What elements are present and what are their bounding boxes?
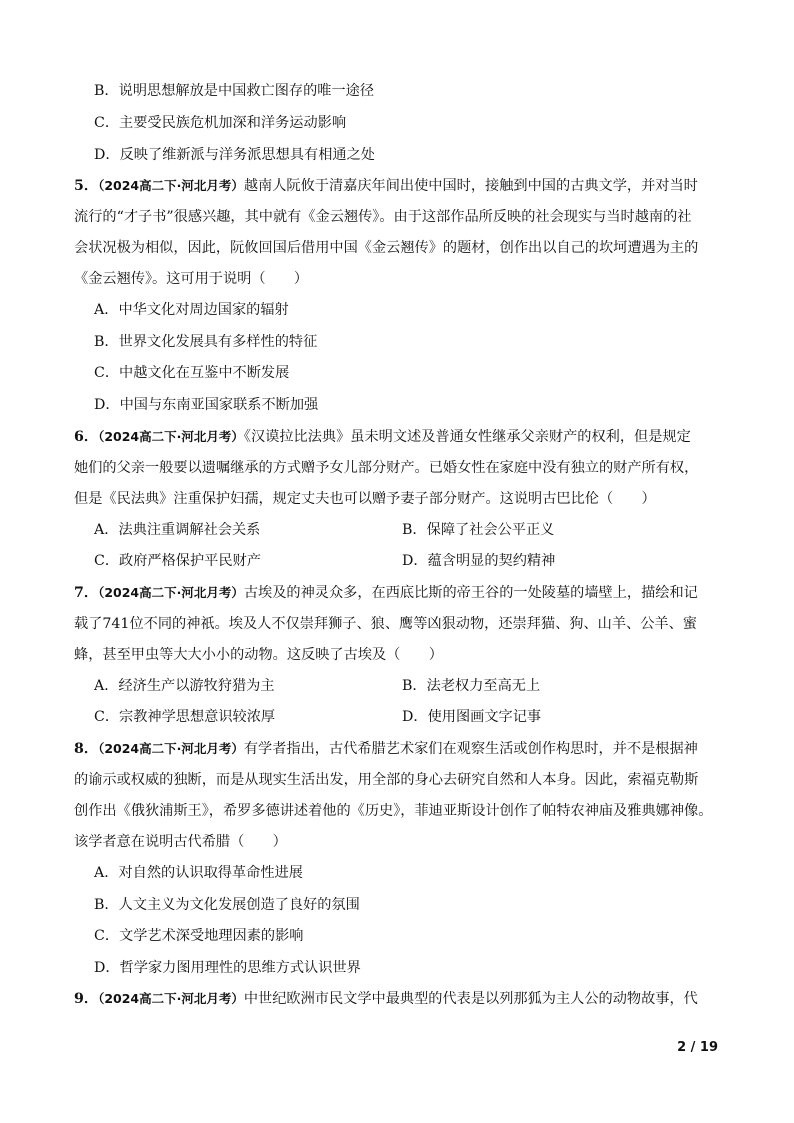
q6-stem-line-2: 她们的父亲一般要以遗嘱继承的方式赠予女儿部分财产。已婚女性在家庭中没有独立的财产所有权， [74, 460, 699, 476]
q5-option-d [94, 395, 318, 415]
q7-stem-line-2: 载了741位不同的神祇。埃及人不仅崇拜狮子、狼、鹰等凶狠动物，还崇拜猫、狗、山羊、公羊、蜜 [74, 616, 697, 632]
question-number: 8． [74, 741, 99, 757]
q4-option-b [94, 81, 374, 101]
q9-stem-line-1 [74, 989, 698, 1009]
option-text: 反映了维新派与洋务派思想具有相通之处 [119, 147, 375, 163]
stem-text: 《汉谟拉比法典》虽未明文述及普通女性继承父亲财产的权利，但是规定 [243, 429, 691, 445]
q8-stem-line-2: 的谕示或权威的独断，而是从现实生活出发，用全部的身心去研究自然和人本身。因此，索福克勒斯 [74, 772, 699, 788]
option-label: C． [94, 709, 120, 725]
option-label: B． [94, 83, 119, 99]
question-source: （2024高二下·河北月考） [98, 429, 244, 444]
question-number: 9． [74, 991, 99, 1007]
q5-option-b [94, 332, 317, 352]
q8-option-a [94, 863, 303, 883]
option-label: A． [94, 678, 119, 694]
option-label: A． [94, 865, 119, 881]
stem-text: 中世纪欧洲市民文学中最典型的代表是以列那狐为主人公的动物故事，代 [243, 991, 698, 1007]
q6-option-b [402, 520, 554, 540]
q8-stem-line-3: 创作出《俄狄浦斯王》，希罗多德讲述着他的《历史》，菲迪亚斯设计创作了帕特农神庙及雅典娜神像。 [74, 803, 713, 819]
option-text: 经济生产以游牧狩猎为主 [118, 678, 275, 694]
option-text: 主要受民族危机加深和洋务运动影响 [119, 115, 347, 131]
option-text: 使用图画文字记事 [427, 709, 542, 725]
option-label: D． [402, 709, 428, 725]
q6-stem-line-1 [74, 427, 691, 447]
option-label: B． [94, 897, 119, 913]
option-text: 对自然的认识取得革命性进展 [118, 865, 303, 881]
q5-stem-line-1 [74, 176, 698, 196]
page-number: 2 / 19 [677, 1040, 718, 1055]
q8-option-d [94, 958, 361, 978]
option-label: A． [94, 302, 119, 318]
q8-stem-line-4: 该学者意在说明古代希腊（ ） [74, 834, 287, 850]
stem-text: 古埃及的神灵众多，在西底比斯的帝王谷的一处陵墓的墙壁上，描绘和记 [243, 585, 698, 601]
q4-option-c [94, 113, 346, 133]
q6-option-c [94, 551, 261, 571]
question-source: （2024高二下·河北月考） [98, 585, 244, 600]
q8-stem-line-1 [74, 739, 698, 759]
question-number: 6． [74, 429, 99, 445]
q5-stem-line-3: 会状况极为相似，因此，阮攸回国后借用中国《金云翘传》的题材，创作出以自己的坎坷遭遇为主的 [74, 240, 699, 256]
q5-stem-line-2: 流行的“才子书”很感兴趣，其中就有《金云翘传》。由于这部作品所反映的社会现实与当时越南的社 [74, 209, 692, 225]
option-label: D． [94, 147, 120, 163]
q5-option-c [94, 363, 289, 383]
stem-text: 有学者指出，古代希腊艺术家们在观察生活或创作构思时，并不是根据神 [243, 741, 698, 757]
q7-option-b [402, 676, 540, 696]
option-text: 中国与东南亚国家联系不断加强 [119, 397, 319, 413]
stem-text: 越南人阮攸于清嘉庆年间出使中国时，接触到中国的古典文学，并对当时 [243, 178, 698, 194]
option-label: B． [402, 678, 427, 694]
question-number: 5． [74, 178, 99, 194]
q6-option-a [94, 520, 260, 540]
question-source: （2024高二下·河北月考） [98, 741, 244, 756]
q4-option-d [94, 145, 375, 165]
option-label: D． [94, 960, 120, 976]
option-label: A． [94, 522, 119, 538]
q8-option-b [94, 895, 360, 915]
option-text: 人文主义为文化发展创造了良好的氛围 [118, 897, 360, 913]
option-text: 保障了社会公平正义 [426, 522, 555, 538]
option-label: B． [402, 522, 427, 538]
option-label: D． [402, 553, 428, 569]
question-source: （2024高二下·河北月考） [98, 178, 244, 193]
option-label: C． [94, 115, 120, 131]
q7-stem-line-1 [74, 583, 698, 603]
option-text: 文学艺术深受地理因素的影响 [119, 928, 304, 944]
option-text: 中越文化在互鉴中不断发展 [119, 365, 290, 381]
option-text: 法典注重调解社会关系 [118, 522, 261, 538]
question-source: （2024高二下·河北月考） [98, 991, 244, 1006]
option-text: 哲学家力图用理性的思维方式认识世界 [119, 960, 361, 976]
option-text: 中华文化对周边国家的辐射 [118, 302, 289, 318]
option-label: B． [94, 334, 119, 350]
q7-option-c [94, 707, 275, 727]
q7-option-a [94, 676, 275, 696]
q5-stem-line-4: 《金云翘传》。这可用于说明（ ） [74, 271, 309, 287]
option-text: 法老权力至高无上 [426, 678, 541, 694]
q8-option-c [94, 926, 304, 946]
option-label: D． [94, 397, 120, 413]
option-label: C． [94, 365, 120, 381]
option-text: 政府严格保护平民财产 [119, 553, 261, 569]
q7-option-d [402, 707, 541, 727]
q7-stem-line-3: 蜂，甚至甲虫等大大小小的动物。这反映了古埃及（ ） [74, 647, 443, 663]
option-label: C． [94, 553, 120, 569]
option-text: 说明思想解放是中国救亡图存的唯一途径 [118, 83, 375, 99]
q6-stem-line-3: 但是《民法典》注重保护妇孺，规定丈夫也可以赠予妻子部分财产。这说明古巴比伦（ ） [74, 491, 656, 507]
question-number: 7． [74, 585, 99, 601]
q6-option-d [402, 551, 555, 571]
option-text: 蕴含明显的契约精神 [427, 553, 556, 569]
q5-option-a [94, 300, 289, 320]
option-label: C． [94, 928, 120, 944]
option-text: 世界文化发展具有多样性的特征 [118, 334, 318, 350]
option-text: 宗教神学思想意识较浓厚 [119, 709, 276, 725]
